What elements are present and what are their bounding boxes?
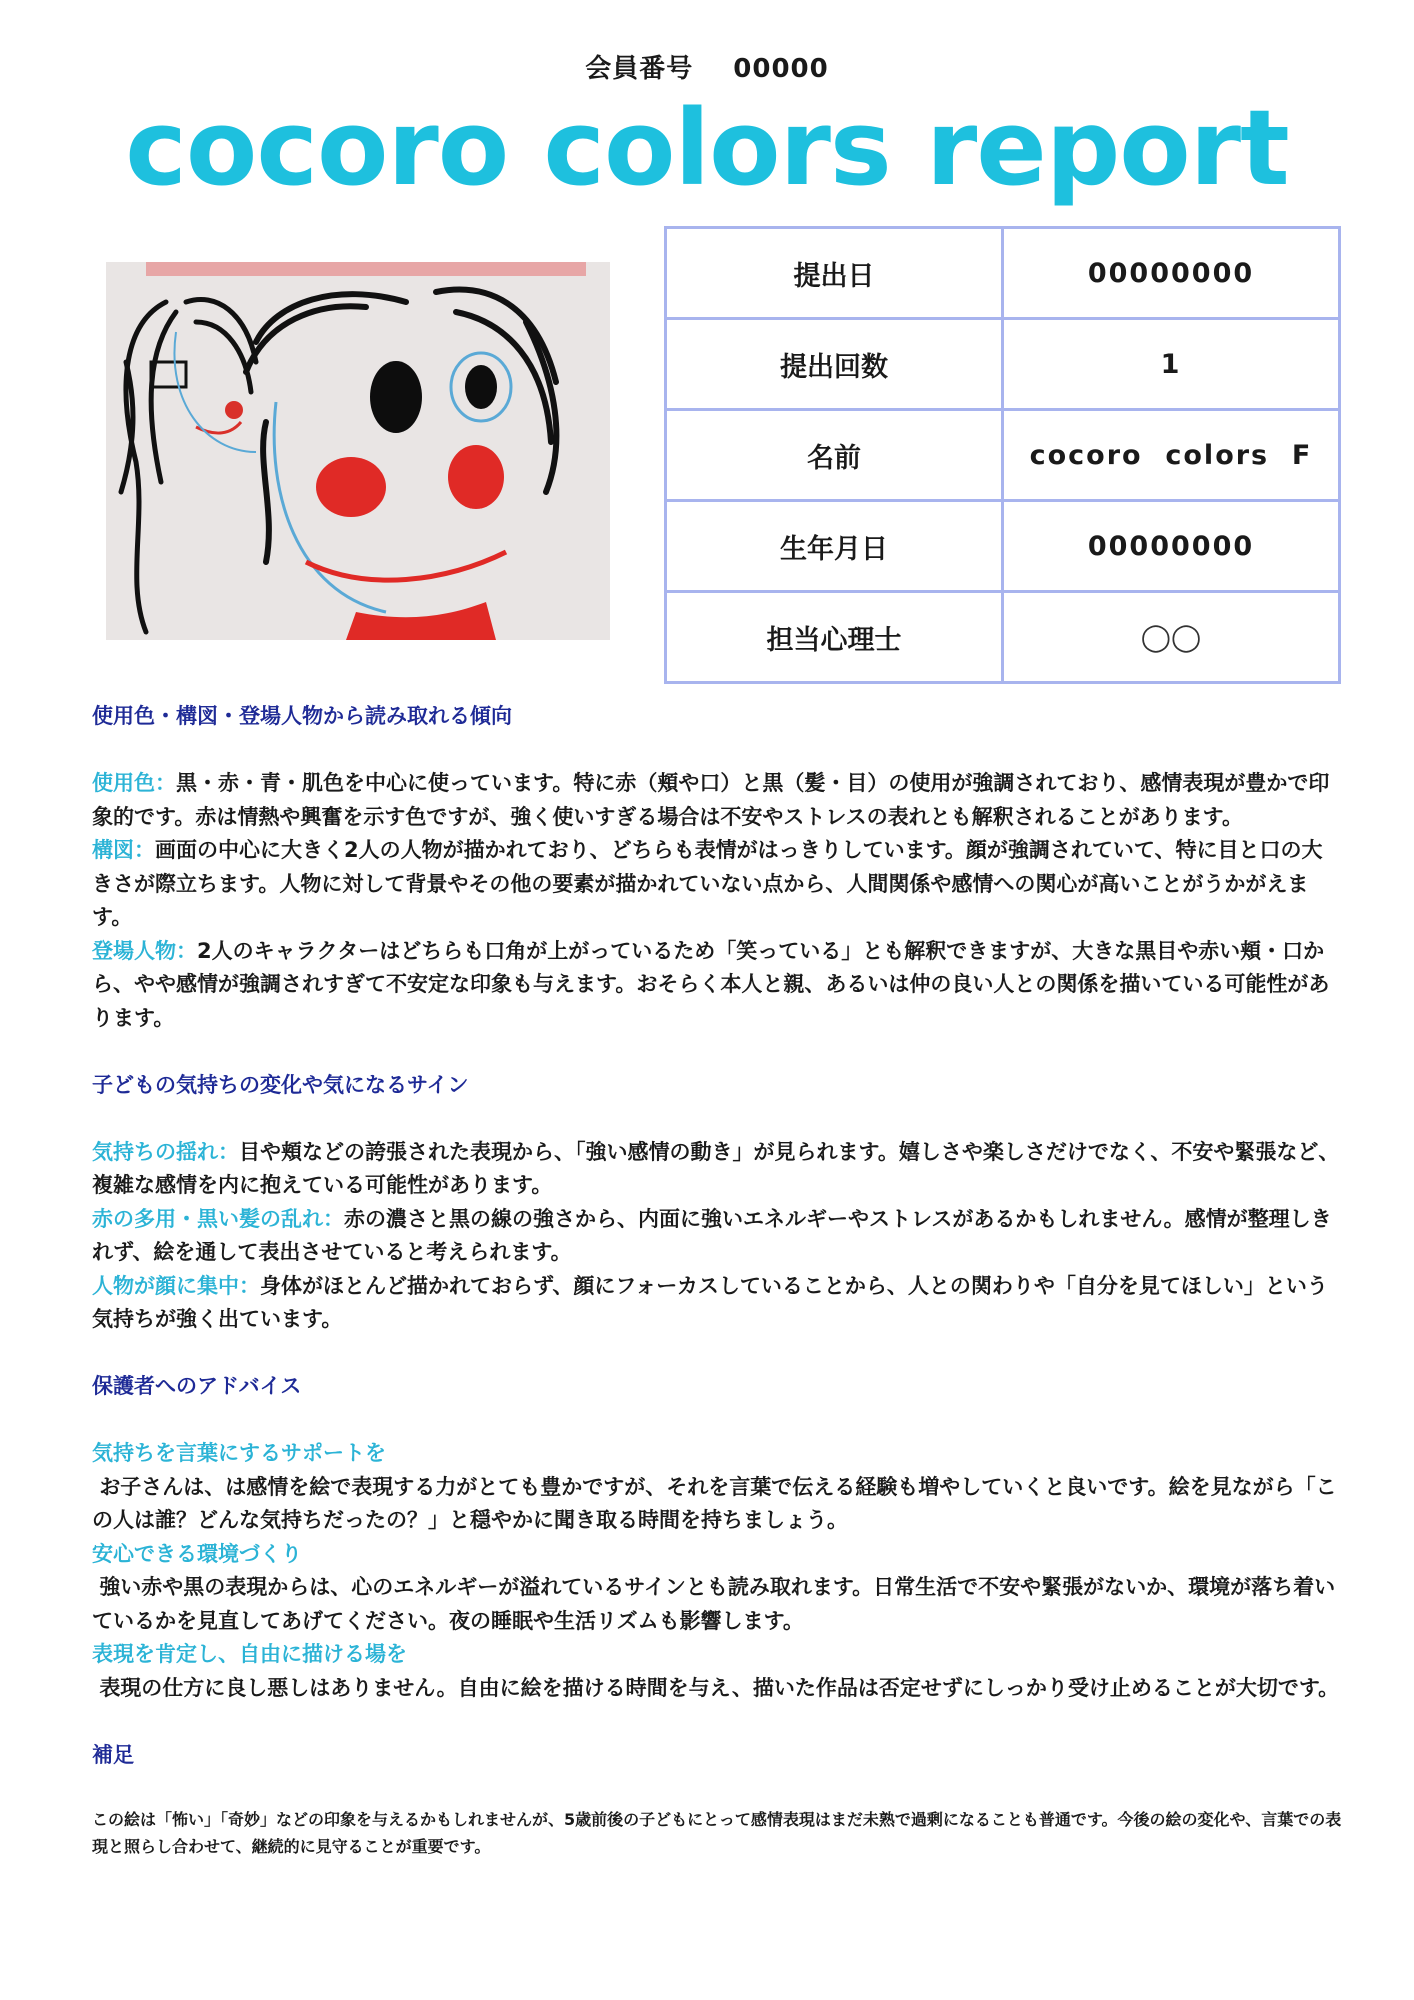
- text-color: 黒・赤・青・肌色を中心に使っています。特に赤（頬や口）と黒（髪・目）の使用が強調されており、感情表現が豊かで印象的です。赤は情熱や興奮を示す色ですが、強く使いすぎる場合は不安やストレスの表れとも解釈されることがあります。: [92, 771, 1330, 829]
- birthdate-value: 00000000: [1003, 501, 1340, 592]
- member-label: 会員番号: [585, 54, 694, 84]
- submission-count-label: 提出回数: [666, 319, 1003, 410]
- table-row: [666, 228, 1340, 319]
- table-row: [666, 319, 1340, 410]
- member-number-line: [0, 48, 1414, 85]
- advice-text-1: お子さんは、は感情を絵で表現する力がとても豊かですが、それを言葉で伝える経験も増やしていくと良いです。絵を見ながら「この人は誰？どんな気持ちだったの？」と穏やかに聞き取る時間を持ちましょう。: [92, 1474, 1337, 1532]
- advice-title-2: 安心できる環境づくり: [92, 1541, 302, 1566]
- text-composition: 画面の中心に大きく2人の人物が描かれており、どちらも表情がはっきりしています。顔が強調されていて、特に目と口の大きさが際立ちます。人物に対して背景やその他の要素が描かれていない点から、人間関係や感情への関心が高いことがうかがえます。: [92, 838, 1323, 929]
- submission-date-value: 00000000: [1003, 228, 1340, 319]
- advice-title-3: 表現を肯定し、自由に描ける場を: [92, 1642, 407, 1666]
- birthdate-label: 生年月日: [666, 501, 1003, 592]
- submission-date-label: 提出日: [666, 228, 1003, 319]
- child-drawing-image: [106, 262, 610, 640]
- text-characters: 2人のキャラクターはどちらも口角が上がっているため「笑っている」とも解釈できますが、大きな黒目や赤い頬・口から、やや感情が強調されすぎて不安定な印象も与えます。おそらく本人と親、あるいは仲の良い人との関係を描いている可能性があります。: [92, 938, 1330, 1030]
- info-table: [664, 226, 1341, 684]
- table-row: [666, 501, 1340, 592]
- supplement-text: この絵は「怖い」「奇妙」などの印象を与えるかもしれませんが、5歳前後の子どもにとって感情表現はまだ未熟で過剰になることも普通です。今後の絵の変化や、言葉での表現と照らし合わせて、継続的に見守ることが重要です。: [92, 1809, 1342, 1856]
- advice-text-3: 表現の仕方に良し悪しはありません。自由に絵を描ける時間を与え、描いた作品は否定せずにしっかり受け止めることが大切です。: [92, 1675, 1340, 1700]
- label-red: 赤の多用・黒い髪の乱れ：: [92, 1206, 344, 1231]
- text-sway: 目や頬などの誇張された表現から、「強い感情の動き」が見られます。嬉しさや楽しさだけでなく、不安や緊張など、複雑な感情を内に抱えている可能性があります。: [92, 1139, 1340, 1197]
- member-number: 00000: [733, 54, 829, 84]
- section-heading-advice: 保護者へのアドバイス: [92, 1374, 302, 1398]
- advice-title-1: 気持ちを言葉にするサポートを: [92, 1441, 386, 1465]
- paragraph-composition: [92, 834, 1342, 935]
- text-red: 赤の濃さと黒の線の強さから、内面に強いエネルギーやストレスがあるかもしれません。感情が整理しきれず、絵を通して表出させていると考えられます。: [92, 1206, 1332, 1264]
- paragraph-sway: [92, 1136, 1342, 1203]
- label-color: 使用色：: [92, 771, 176, 795]
- section-heading-signs: 子どもの気持ちの変化や気になるサイン: [92, 1072, 469, 1097]
- report-title: cocoro colors report: [125, 87, 1289, 209]
- table-row: [666, 592, 1340, 683]
- psychologist-value: ◯◯: [1003, 592, 1340, 683]
- label-composition: 構図：: [92, 838, 155, 862]
- section-heading-supplement: 補足: [92, 1742, 134, 1767]
- name-value: cocoro colors F: [1003, 410, 1340, 501]
- label-characters: 登場人物：: [92, 938, 197, 963]
- label-sway: 気持ちの揺れ：: [92, 1139, 239, 1164]
- label-face: 人物が顔に集中：: [92, 1273, 260, 1298]
- paragraph-red: [92, 1203, 1342, 1270]
- paragraph-color: [92, 767, 1342, 834]
- text-face: 身体がほとんど描かれておらず、顔にフォーカスしていることから、人との関わりや「自分を見てほしい」という気持ちが強く出ています。: [92, 1273, 1328, 1331]
- paragraph-characters: [92, 935, 1342, 1036]
- name-label: 名前: [666, 410, 1003, 501]
- advice-text-2: 強い赤や黒の表現からは、心のエネルギーが溢れているサインとも読み取れます。日常生活で不安や緊張がないか、環境が落ち着いているかを見直してあげてください。夜の睡眠や生活リズムも影響します。: [92, 1575, 1336, 1633]
- table-row: [666, 410, 1340, 501]
- report-body: [92, 700, 1342, 1860]
- psychologist-label: 担当心理士: [666, 592, 1003, 683]
- section-heading-tendency: 使用色・構図・登場人物から読み取れる傾向: [92, 704, 512, 728]
- submission-count-value: 1: [1003, 319, 1340, 410]
- paragraph-face: [92, 1270, 1342, 1337]
